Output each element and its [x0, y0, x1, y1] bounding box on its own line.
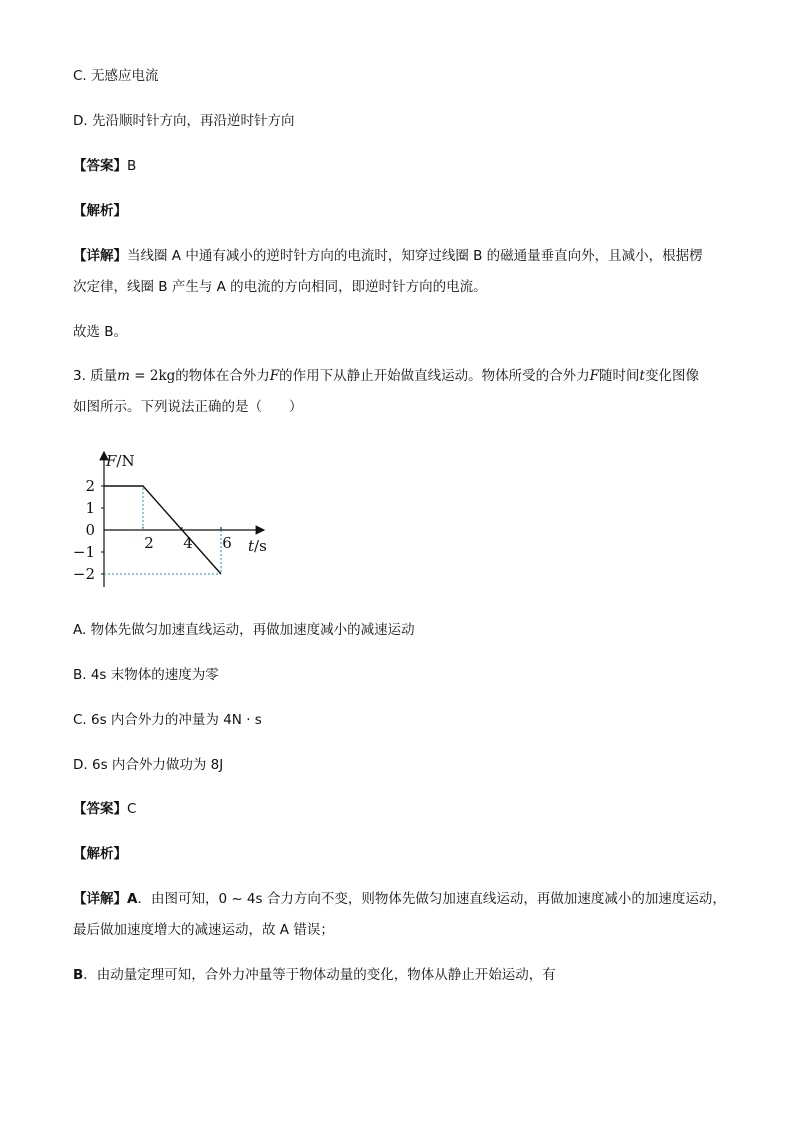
- mass-value: = 2kg: [129, 368, 176, 384]
- detail-b-marker: B: [73, 967, 84, 983]
- q3-option-d: D. 6s 内合外力做功为 8J: [73, 757, 224, 773]
- x-tick-label: 2: [144, 534, 154, 552]
- q2-option-c: C. 无感应电流: [73, 68, 159, 84]
- q2-answer: [73, 156, 136, 176]
- q3-option-c: C. 6s 内合外力的冲量为 4N · s: [73, 712, 262, 728]
- y-axis-unit: /N: [116, 452, 135, 470]
- stem-text: 随时间: [599, 368, 640, 384]
- detail-label: 【详解】: [73, 248, 127, 264]
- stem-text: 3. 质量: [73, 368, 118, 384]
- q2-option-d: D. 先沿顺时针方向，再沿逆时针方向: [73, 113, 295, 129]
- q3-detail-a-line1: [73, 889, 726, 909]
- q2-conclusion: 故选 B。: [73, 324, 128, 340]
- x-axis-label: [248, 537, 267, 555]
- time-variable: t: [639, 368, 645, 384]
- q3-option-b: B. 4s 末物体的速度为零: [73, 667, 219, 683]
- detail-text: 当线圈 A 中通有减小的逆时针方向的电流时，知穿过线圈 B 的磁通量垂直向外，且减小，根据楞: [127, 248, 703, 264]
- y-tick-label: −1: [72, 543, 95, 561]
- detail-b-text: ．由动量定理可知，合外力冲量等于物体动量的变化，物体从静止开始运动，有: [83, 967, 556, 983]
- x-tick-label: 6: [222, 534, 232, 552]
- force-variable: F: [589, 368, 600, 384]
- q3-stem-line2: 如图所示。下列说法正确的是（ ）: [73, 399, 303, 415]
- answer-label: 【答案】: [73, 801, 127, 817]
- y-tick-label: 0: [85, 521, 95, 539]
- q3-analysis-label: 【解析】: [73, 846, 127, 862]
- stem-text: 的作用下从静止开始做直线运动。物体所受的合外力: [279, 368, 590, 384]
- detail-a-marker: A: [127, 891, 138, 907]
- detail-a-text: ．由图可知，0 ~ 4s 合力方向不变，则物体先做匀加速直线运动，再做加速度减小的加速度运动，: [137, 891, 726, 907]
- q3-option-a: A. 物体先做匀加速直线运动，再做加速度减小的减速运动: [73, 622, 415, 638]
- y-tick-label: −2: [72, 565, 95, 583]
- q3-answer: [73, 799, 136, 819]
- answer-value: B: [127, 158, 137, 174]
- q3-detail-a-line2: 最后做加速度增大的减速运动，故 A 错误；: [73, 922, 334, 938]
- x-tick-label: 4: [183, 534, 193, 552]
- x-axis-variable: t: [248, 537, 255, 555]
- q2-analysis-label: 【解析】: [73, 203, 127, 219]
- q3-stem-line1: [73, 366, 699, 386]
- force-time-graph: [70, 442, 270, 592]
- answer-label: 【答案】: [73, 158, 127, 174]
- y-axis-variable: F: [106, 452, 117, 470]
- force-variable: F: [269, 368, 280, 384]
- stem-text: 的物体在合外力: [175, 368, 270, 384]
- q2-detail-line1: [73, 246, 703, 266]
- q3-detail-b-line1: [73, 965, 556, 985]
- mass-variable: m: [117, 368, 130, 384]
- stem-text: 变化图像: [644, 368, 699, 384]
- y-tick-label: 1: [85, 499, 95, 517]
- y-axis-label: [105, 452, 135, 470]
- answer-value: C: [127, 801, 137, 817]
- x-axis-unit: /s: [254, 537, 267, 555]
- q2-detail-line2: 次定律，线圈 B 产生与 A 的电流的方向相同，即逆时针方向的电流。: [73, 279, 487, 295]
- detail-label: 【详解】: [73, 891, 127, 907]
- y-tick-label: 2: [85, 477, 95, 495]
